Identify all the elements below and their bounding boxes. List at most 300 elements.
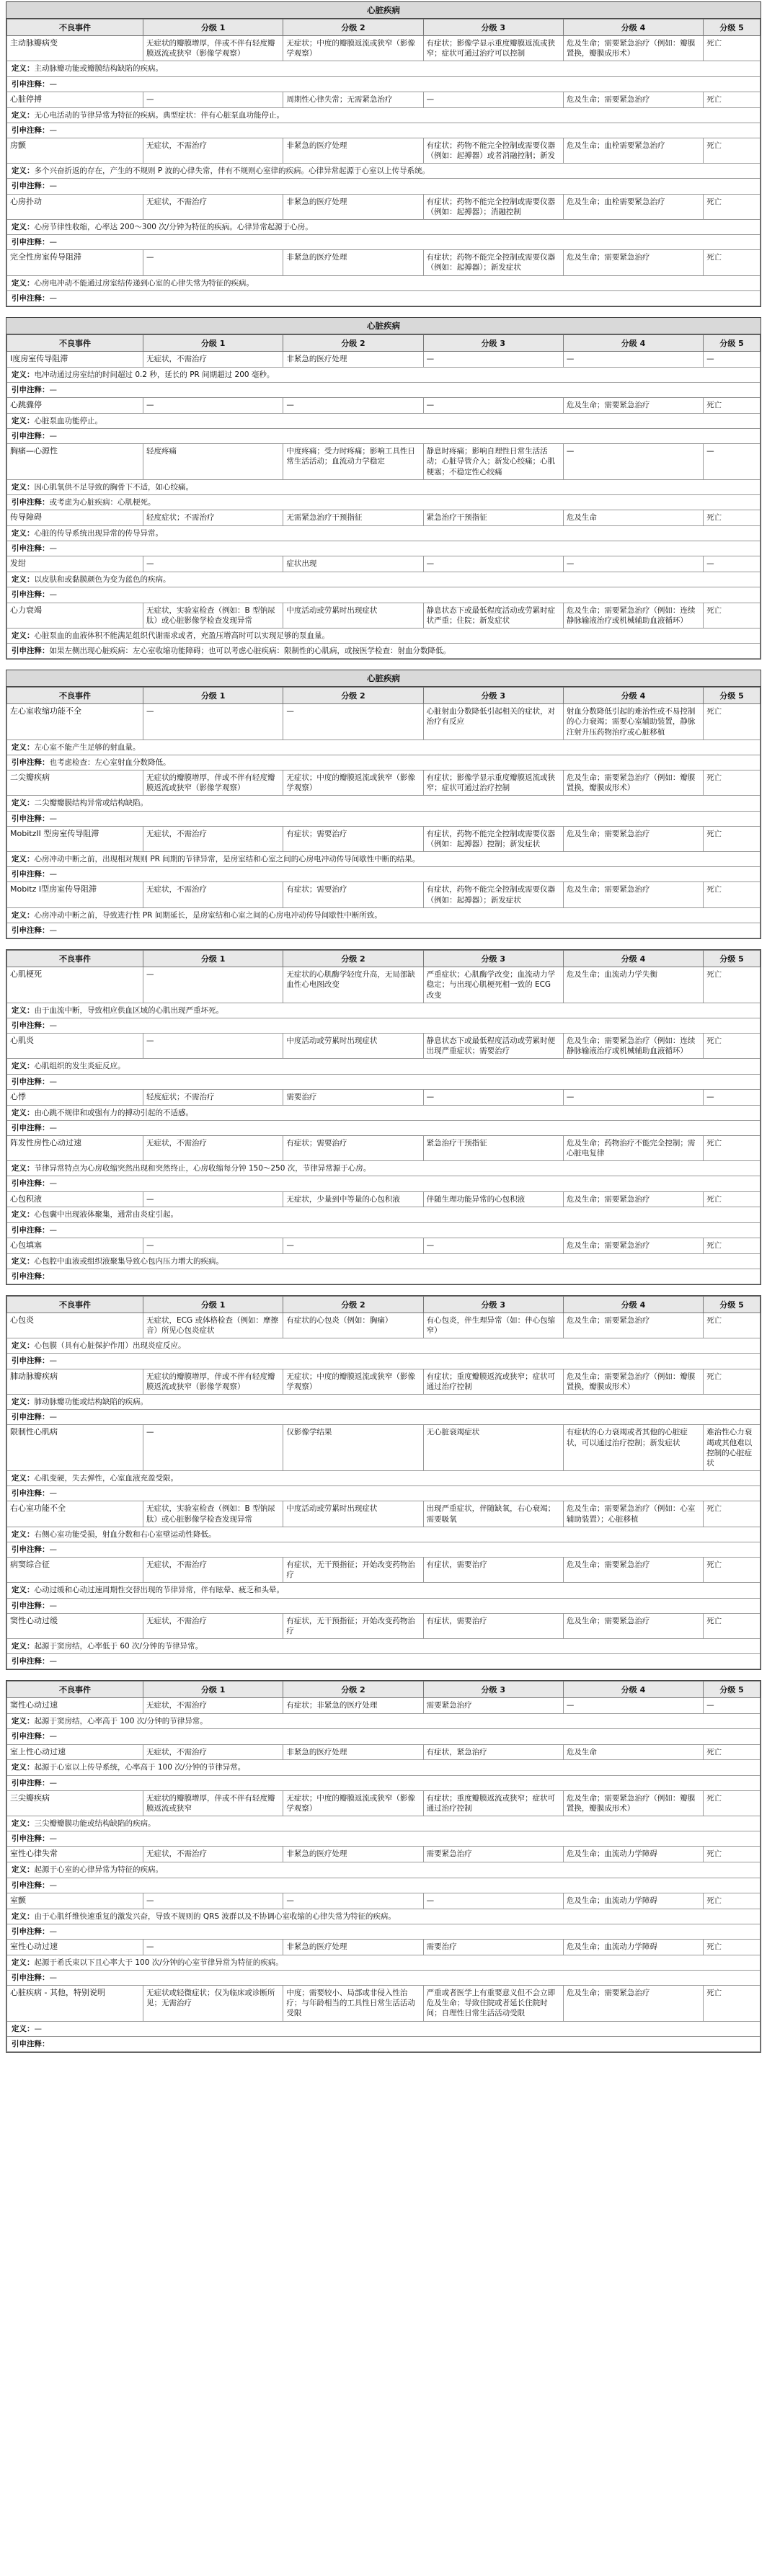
reference-row	[7, 1410, 761, 1425]
grade-5-cell: 死亡	[704, 1313, 761, 1338]
reference-value: —	[49, 1489, 57, 1498]
definition-label: 定义：	[12, 166, 35, 176]
grade-3-cell: 紧急治疗干预指征	[423, 1135, 563, 1160]
definition-text	[7, 1338, 761, 1354]
reference-text	[7, 587, 761, 603]
reference-value: —	[49, 1927, 57, 1936]
grade-5-cell: 死亡	[704, 1034, 761, 1059]
header-grade-2: 分级 2	[283, 1296, 423, 1313]
grade-2-cell: 中度活动或劳累时出现症状	[283, 1501, 423, 1527]
grade-1-cell: —	[143, 1238, 283, 1253]
definition-row	[7, 1909, 761, 1924]
definition-value: 心房冲动中断之前，出现相对规则 PR 间期的节律异常，是房室结和心室之间的心房电冲动传导间歇性中断的结果。	[34, 855, 420, 864]
grade-3-cell: 有心包炎，伴生理异常（如：伴心包缩窄）	[423, 1313, 563, 1338]
grade-5-cell: —	[704, 351, 761, 367]
definition-row	[7, 1760, 761, 1775]
reference-label: 引申注释：	[12, 1880, 50, 1890]
grade-1-cell: 无症状，不需治疗	[143, 1135, 283, 1160]
reference-row	[7, 1176, 761, 1191]
grade-2-cell: 非紧急的医疗处理	[283, 351, 423, 367]
reference-label: 引申注释：	[12, 1179, 50, 1189]
definition-label: 定义：	[12, 416, 35, 425]
reference-row	[7, 755, 761, 770]
grade-2-cell: 无症状；中度的瓣膜返流或狭窄（影像学观察）	[283, 1790, 423, 1816]
grade-5-cell: 死亡	[704, 1986, 761, 2022]
reference-value: —	[49, 182, 57, 191]
definition-row	[7, 1253, 761, 1269]
grade-2-cell: 有症状；需要治疗	[283, 1135, 423, 1160]
definition-label: 定义：	[12, 1108, 35, 1117]
header-row	[7, 951, 761, 967]
grade-1-cell: 无症状，不需治疗	[143, 194, 283, 219]
definition-text	[7, 1471, 761, 1486]
event-name: 胸痛—心源性	[7, 444, 143, 480]
grade-2-cell: 有症状；需要治疗	[283, 826, 423, 851]
grade-5-cell: 死亡	[704, 1501, 761, 1527]
reference-value: 如果左侧出现心脏疾病：左心室收缩功能障碍；也可以考虑心脏疾病：限制性的心肌病，或按医学检查：射血分数降低。	[49, 647, 451, 656]
reference-row	[7, 235, 761, 250]
grade-4-cell: 危及生命；需要紧急治疗	[563, 250, 703, 275]
grade-1-cell: —	[143, 92, 283, 107]
grade-2-cell: 中度活动或劳累时出现症状	[283, 603, 423, 628]
reference-value: —	[49, 432, 57, 441]
definition-text	[7, 164, 761, 179]
definition-value: 心脏泵血功能停止。	[34, 416, 102, 425]
definition-value: 心肌变硬，失去弹性，心室血液充盈受限。	[34, 1474, 178, 1483]
reference-label: 引申注释：	[12, 590, 50, 600]
definition-text	[7, 526, 761, 541]
grade-1-cell: 无症状，不需治疗	[143, 1744, 283, 1760]
definition-label: 定义：	[12, 1529, 35, 1539]
grade-5-cell: 死亡	[704, 1790, 761, 1816]
adverse-event-table	[6, 1296, 761, 1669]
reference-value: —	[49, 1973, 57, 1982]
grade-5-cell: 死亡	[704, 1744, 761, 1760]
grade-5-cell: —	[704, 444, 761, 480]
definition-row	[7, 1161, 761, 1176]
grade-4-cell: 危及生命；需要紧急治疗（例如：连续静脉输液治疗或机械辅助血液循环）	[563, 1034, 703, 1059]
reference-label: 引申注释：	[12, 125, 50, 135]
grade-2-cell: 需要治疗	[283, 1089, 423, 1105]
definition-label: 定义：	[12, 910, 35, 920]
grade-4-cell: 危及生命；需要紧急治疗	[563, 882, 703, 907]
grade-1-cell: 无症状或轻微症状；仅为临床或诊断所见；无需治疗	[143, 1986, 283, 2022]
table-row	[7, 36, 761, 61]
definition-text	[7, 628, 761, 643]
reference-text	[7, 644, 761, 659]
adverse-event-table	[6, 1681, 761, 2051]
definition-value: 心脏的传导系统出现异常的传导异常。	[34, 529, 163, 538]
grade-1-cell: 轻度症状；不需治疗	[143, 510, 283, 526]
definition-value: 由心跳不规律和或强有力的搏动引起的不适感。	[34, 1108, 193, 1117]
definition-text	[7, 1639, 761, 1654]
definition-text	[7, 1527, 761, 1542]
table-row	[7, 1744, 761, 1760]
reference-row	[7, 382, 761, 397]
event-name: 阵发性房性心动过速	[7, 1135, 143, 1160]
grade-3-cell: 有症状；影像学显示重度瓣膜返流或狭窄；症状可通过治疗可以控制	[423, 36, 563, 61]
reference-row	[7, 923, 761, 938]
header-grade-3: 分级 3	[423, 334, 563, 351]
definition-row	[7, 796, 761, 811]
table-row	[7, 1790, 761, 1816]
reference-label: 引申注释：	[12, 1601, 50, 1610]
grade-5-cell: 死亡	[704, 36, 761, 61]
event-name: 心脏疾病 - 其他，特别说明	[7, 1986, 143, 2022]
grade-2-cell: —	[283, 1893, 423, 1909]
reference-row	[7, 1074, 761, 1089]
definition-label: 定义：	[12, 1474, 35, 1483]
definition-row	[7, 1059, 761, 1074]
header-grade-1: 分级 1	[143, 1682, 283, 1698]
table-row	[7, 770, 761, 796]
reference-value: —	[49, 1021, 57, 1030]
grade-4-cell: 有症状的心力衰竭或者其他的心脏症状，可以通过治疗控制；新发症状	[563, 1425, 703, 1471]
grade-3-cell: 有症状；重度瓣膜返流或狭窄；症状可通过治疗控制	[423, 1790, 563, 1816]
grade-3-cell: 有症状；药物不能完全控制或需要仪器（例如：起搏器）；新发症状	[423, 250, 563, 275]
section-block	[6, 1680, 761, 2052]
definition-text	[7, 907, 761, 923]
event-name: 肺动脉瓣疾病	[7, 1369, 143, 1394]
reference-value: —	[49, 590, 57, 600]
reference-text	[7, 1970, 761, 1985]
reference-value: —	[49, 1413, 57, 1422]
reference-row	[7, 1831, 761, 1847]
grade-5-cell: 死亡	[704, 770, 761, 796]
grade-2-cell: 无需紧急治疗干预指征	[283, 510, 423, 526]
grade-5-cell: —	[704, 1089, 761, 1105]
reference-label: 引申注释：	[12, 1489, 50, 1498]
grade-4-cell: —	[563, 444, 703, 480]
grade-4-cell: 危及生命；需要紧急治疗	[563, 1613, 703, 1638]
definition-row	[7, 1583, 761, 1598]
reference-label: 引申注释：	[12, 1413, 50, 1422]
grade-3-cell: 无心脏衰竭症状	[423, 1425, 563, 1471]
definition-value: 节律异常特点为心房收缩突然出现和突然终止，心房收缩每分钟 150～250 次，节律异常源于心房。	[34, 1164, 371, 1173]
grade-4-cell: —	[563, 556, 703, 572]
definition-label: 定义：	[12, 1341, 35, 1351]
section-block	[6, 670, 761, 939]
event-name: 心包填塞	[7, 1238, 143, 1253]
grade-1-cell: 无症状的瓣膜增厚，伴或不伴有轻度瓣膜返流或狭窄	[143, 1790, 283, 1816]
grade-3-cell: 需要治疗	[423, 1939, 563, 1955]
event-name: 完全性房室传导阻滞	[7, 250, 143, 275]
definition-row	[7, 852, 761, 867]
event-name: 发绀	[7, 556, 143, 572]
definition-row	[7, 1105, 761, 1120]
definition-value: 由于血流中断，导致相应供血区域的心肌出现严重坏死。	[34, 1005, 223, 1015]
definition-value: 起源于窦房结，心率低于 60 次/分钟的节律异常。	[34, 1642, 203, 1651]
event-name: 心肌炎	[7, 1034, 143, 1059]
grade-3-cell: —	[423, 1238, 563, 1253]
reference-text	[7, 1222, 761, 1238]
definition-text	[7, 1253, 761, 1269]
event-name: Ⅰ度房室传导阻滞	[7, 351, 143, 367]
definition-row	[7, 1394, 761, 1409]
definition-label: 定义：	[12, 1164, 35, 1173]
reference-text	[7, 495, 761, 510]
header-event: 不良事件	[7, 688, 143, 704]
event-name: 室上性心动过速	[7, 1744, 143, 1760]
event-name: 三尖瓣疾病	[7, 1790, 143, 1816]
reference-label: 引申注释：	[12, 758, 50, 767]
definition-row	[7, 413, 761, 428]
definition-value: 二尖瓣瓣膜结构异常或结构缺陷。	[34, 799, 148, 808]
definition-value: 心包腔中血液或组织液聚集导致心包内压力增大的疾病。	[34, 1256, 223, 1266]
definition-value: 起源于窦房结，心率高于 100 次/分钟的节律异常。	[34, 1717, 208, 1726]
definition-label: 定义：	[12, 1865, 35, 1875]
reference-row	[7, 1222, 761, 1238]
reference-value: —	[49, 385, 57, 394]
reference-label: 引申注释：	[12, 1732, 50, 1741]
reference-row	[7, 867, 761, 882]
reference-value: —	[49, 1778, 57, 1787]
definition-text	[7, 852, 761, 867]
reference-text	[7, 1410, 761, 1425]
definition-label: 定义：	[12, 575, 35, 585]
grade-5-cell: 死亡	[704, 398, 761, 414]
header-grade-1: 分级 1	[143, 19, 283, 36]
reference-row	[7, 1729, 761, 1744]
reference-row	[7, 644, 761, 659]
reference-text	[7, 1486, 761, 1501]
table-header	[7, 688, 761, 704]
header-row	[7, 334, 761, 351]
definition-label: 定义：	[12, 1642, 35, 1651]
definition-text	[7, 1207, 761, 1222]
definition-text	[7, 1760, 761, 1775]
definition-value: 电冲动通过房室结的时间超过 0.2 秒，延长的 PR 间期超过 200 毫秒。	[34, 370, 275, 379]
grade-1-cell: 无症状，不需治疗	[143, 1698, 283, 1714]
reference-label: 引申注释：	[12, 1545, 50, 1554]
definition-row	[7, 1955, 761, 1970]
table-row	[7, 1238, 761, 1253]
reference-value: 也考虑检查：左心室射血分数降低。	[49, 758, 171, 767]
header-grade-3: 分级 3	[423, 19, 563, 36]
reference-row	[7, 1775, 761, 1790]
reference-text	[7, 1924, 761, 1939]
reference-text	[7, 290, 761, 306]
grade-5-cell: 死亡	[704, 1613, 761, 1638]
event-name: 心包炎	[7, 1313, 143, 1338]
definition-value: 心包囊中出现液体聚集，通常由炎症引起。	[34, 1210, 178, 1220]
table-row	[7, 1893, 761, 1909]
header-grade-3: 分级 3	[423, 1682, 563, 1698]
grade-3-cell: 有症状；药物不能完全控制或需要仪器（例如：起搏器）；消融控制	[423, 194, 563, 219]
table-header	[7, 1682, 761, 1698]
definition-row	[7, 572, 761, 587]
event-name: 室颤	[7, 1893, 143, 1909]
header-grade-3: 分级 3	[423, 951, 563, 967]
header-grade-4: 分级 4	[563, 688, 703, 704]
table-header	[7, 1296, 761, 1313]
definition-label: 定义：	[12, 1958, 35, 1967]
header-grade-1: 分级 1	[143, 951, 283, 967]
table-row	[7, 138, 761, 163]
reference-value: —	[49, 1834, 57, 1844]
reference-value: —	[49, 870, 57, 879]
grade-4-cell: 射血分数降低引起的难治性或不易控制的心力衰竭；需要心室辅助装置，静脉注射升压药物治疗或心脏移植	[563, 704, 703, 740]
grade-1-cell: —	[143, 1191, 283, 1207]
grade-1-cell: —	[143, 250, 283, 275]
reference-text	[7, 1831, 761, 1847]
reference-label: 引申注释：	[12, 814, 50, 823]
grade-4-cell: 危及生命；需要紧急治疗	[563, 1238, 703, 1253]
reference-label: 引申注释：	[12, 1123, 50, 1132]
definition-row	[7, 628, 761, 643]
definition-label: 定义：	[12, 2024, 35, 2033]
event-name: 左心室收缩功能不全	[7, 704, 143, 740]
definition-value: 以皮肤和或黏膜颜色为变为蓝色的疾病。	[34, 575, 171, 585]
definition-text	[7, 572, 761, 587]
section-block	[6, 317, 761, 659]
reference-label: 引申注释：	[12, 498, 50, 507]
grade-4-cell: 危及生命；需要紧急治疗	[563, 1558, 703, 1583]
definition-text	[7, 107, 761, 123]
header-grade-1: 分级 1	[143, 688, 283, 704]
definition-value: 无心电活动的节律异常为特征的疾病。典型症状：伴有心脏泵血功能停止。	[34, 110, 284, 120]
grade-5-cell: 死亡	[704, 1558, 761, 1583]
definition-label: 定义：	[12, 370, 35, 379]
grade-1-cell: 无症状，不需治疗	[143, 882, 283, 907]
grade-5-cell: 难治性心力衰竭或其他难以控制的心脏症状	[704, 1425, 761, 1471]
reference-text	[7, 179, 761, 194]
grade-5-cell: 死亡	[704, 1135, 761, 1160]
definition-value: 心房电冲动不能通过房室结传递到心室的心律失常为特征的疾病。	[34, 278, 254, 288]
definition-row	[7, 61, 761, 76]
definition-text	[7, 219, 761, 234]
grade-3-cell: 伴随生理功能异常的心包积液	[423, 1191, 563, 1207]
grade-4-cell: 危及生命；需要紧急治疗	[563, 92, 703, 107]
grade-1-cell: —	[143, 1034, 283, 1059]
reference-text	[7, 123, 761, 138]
grade-2-cell: 有症状，无干预指征；开始改变药物治疗	[283, 1613, 423, 1638]
definition-row	[7, 367, 761, 382]
grade-1-cell: 无症状，不需治疗	[143, 1558, 283, 1583]
definition-row	[7, 2021, 761, 2036]
definition-row	[7, 479, 761, 494]
grade-4-cell: 危及生命；血流动力学障碍	[563, 1939, 703, 1955]
table-row	[7, 704, 761, 740]
reference-value: —	[49, 1225, 57, 1235]
grade-1-cell: 轻度症状；不需治疗	[143, 1089, 283, 1105]
grade-2-cell: 有症状的心包炎（例如：胸痛）	[283, 1313, 423, 1338]
reference-row	[7, 541, 761, 556]
reference-row	[7, 123, 761, 138]
definition-value: 心房节律性收缩，心率达 200～300 次/分钟为特征的疾病。心律异常起源于心房。	[34, 222, 313, 231]
header-grade-5: 分级 5	[704, 688, 761, 704]
grade-5-cell: 死亡	[704, 603, 761, 628]
definition-label: 定义：	[12, 1819, 35, 1829]
grade-2-cell: 无症状；中度的瓣膜返流或狭窄（影像学观察）	[283, 1369, 423, 1394]
definition-row	[7, 1003, 761, 1018]
grade-2-cell: 仅影像学结果	[283, 1425, 423, 1471]
reference-text	[7, 811, 761, 826]
event-name: 窦性心动过速	[7, 1698, 143, 1714]
grade-1-cell: —	[143, 1425, 283, 1471]
reference-text	[7, 1878, 761, 1893]
reference-row	[7, 1354, 761, 1369]
grade-1-cell: 无症状，实验室检查（例如：B 型钠尿肽）或心脏影像学检查发现异常	[143, 1501, 283, 1527]
reference-label: 引申注释：	[12, 385, 50, 394]
table-row	[7, 510, 761, 526]
definition-label: 定义：	[12, 1062, 35, 1071]
grade-3-cell: 静息时疼痛；影响自理性日常生活活动；心脏导管介入；新发心绞痛；心肌梗塞；不稳定性心绞痛	[423, 444, 563, 480]
grade-5-cell: —	[704, 1698, 761, 1714]
definition-value: 心动过缓和心动过速周期性交替出现的节律异常，伴有眩晕、疲乏和头晕。	[34, 1586, 284, 1595]
definition-value: 心脏泵血的血液体积不能满足组织代谢需求或者，充盈压增高时可以实现足够的泵血量。	[34, 631, 329, 640]
reference-text	[7, 1775, 761, 1790]
reference-value: —	[49, 925, 57, 935]
event-name: 室性心动过速	[7, 1939, 143, 1955]
reference-value: —	[49, 79, 57, 89]
grade-4-cell: 危及生命；需要紧急治疗（例如：连续静脉输液治疗或机械辅助血液循环）	[563, 603, 703, 628]
section-block	[6, 1295, 761, 1670]
definition-value: 由于心肌纤维快速重复的激发兴奋，导致不规则的 QRS 波群以及不协调心室收缩的心律失常为特征的疾病。	[34, 1911, 396, 1921]
reference-value: —	[49, 293, 57, 303]
reference-row	[7, 429, 761, 444]
definition-value: 起源于心室的心律异常为特征的疾病。	[34, 1865, 163, 1875]
grade-3-cell: 有症状，药物不能完全控制或需要仪器（例如：起搏器）控制；新发症状	[423, 826, 563, 851]
event-name: 室性心律失常	[7, 1847, 143, 1862]
reference-text	[7, 382, 761, 397]
header-grade-2: 分级 2	[283, 334, 423, 351]
table-row	[7, 1191, 761, 1207]
event-name: 病窦综合征	[7, 1558, 143, 1583]
header-grade-5: 分级 5	[704, 19, 761, 36]
event-name: 心悸	[7, 1089, 143, 1105]
grade-2-cell: 非紧急的医疗处理	[283, 1939, 423, 1955]
reference-label: 引申注释：	[12, 1778, 50, 1787]
grade-4-cell: 危及生命	[563, 1744, 703, 1760]
grade-2-cell: 无症状，少量到中等量的心包积液	[283, 1191, 423, 1207]
grade-5-cell: 死亡	[704, 1939, 761, 1955]
definition-row	[7, 1862, 761, 1878]
grade-4-cell: 危及生命；需要紧急治疗（例如：瓣膜置换，瓣膜成形术）	[563, 770, 703, 796]
grade-3-cell: —	[423, 1893, 563, 1909]
definition-text	[7, 413, 761, 428]
reference-label: 引申注释：	[12, 1021, 50, 1030]
definition-text	[7, 1105, 761, 1120]
definition-value: 肺动脉瓣功能或结构缺陷的疾病。	[34, 1397, 148, 1406]
definition-row	[7, 526, 761, 541]
header-grade-2: 分级 2	[283, 19, 423, 36]
definition-value: 左心室不能产生足够的射血量。	[34, 742, 141, 752]
grade-2-cell: 无症状；中度的瓣膜返流或狭窄（影像学观察）	[283, 36, 423, 61]
grade-3-cell: 需要紧急治疗	[423, 1698, 563, 1714]
grade-2-cell: 中度活动或劳累时出现症状	[283, 1034, 423, 1059]
grade-2-cell: 有症状；需要治疗	[283, 882, 423, 907]
event-name: 窦性心动过缓	[7, 1613, 143, 1638]
header-grade-5: 分级 5	[704, 1296, 761, 1313]
reference-value: —	[49, 125, 57, 135]
reference-row	[7, 1654, 761, 1669]
reference-row	[7, 1598, 761, 1613]
table-header	[7, 334, 761, 351]
definition-label: 定义：	[12, 1717, 35, 1726]
reference-text	[7, 541, 761, 556]
table-row	[7, 92, 761, 107]
reference-value: —	[49, 1601, 57, 1610]
definition-text	[7, 61, 761, 76]
header-event: 不良事件	[7, 1682, 143, 1698]
definition-text	[7, 1059, 761, 1074]
event-name: 传导障碍	[7, 510, 143, 526]
grade-4-cell: 危及生命	[563, 510, 703, 526]
header-grade-5: 分级 5	[704, 334, 761, 351]
reference-text	[7, 1654, 761, 1669]
event-name: 限制性心肌病	[7, 1425, 143, 1471]
